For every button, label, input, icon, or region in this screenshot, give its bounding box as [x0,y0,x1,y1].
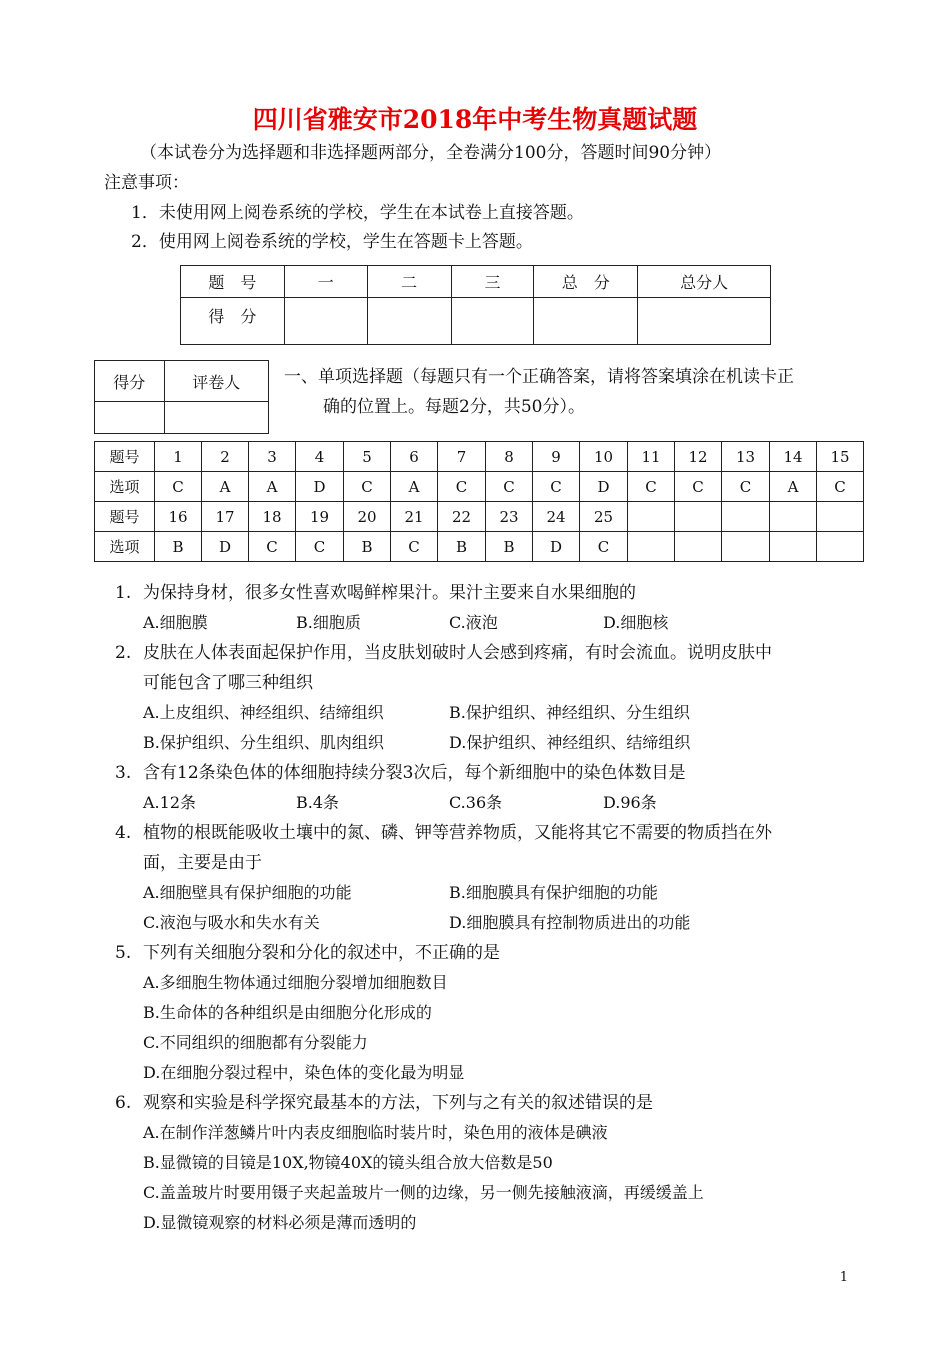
question-text: 下列有关细胞分裂和分化的叙述中，不正确的是 [143,943,500,963]
answer-question-number: 4 [296,442,344,472]
answer-question-number: 22 [438,502,486,532]
answer-question-number: 13 [722,442,770,472]
page-number: 1 [839,1270,848,1285]
section-heading: 一、单项选择题（每题只有一个正确答案，请将答案填涂在机读卡正 [284,367,794,387]
section-heading-cont: 确的位置上。每题2分，共50分）。 [323,397,585,417]
question-text: 含有12条染色体的体细胞持续分裂3次后，每个新细胞中的染色体数目是 [143,763,686,783]
score-header: 三 [451,266,534,298]
question-option: D.细胞膜具有控制物质进出的功能 [449,913,691,932]
answer-empty-cell [628,532,675,562]
answer-table [94,441,864,562]
answer-question-number: 3 [249,442,296,472]
answer-empty-cell [675,532,722,562]
question-option: D.96条 [603,793,657,812]
question-option: D.保护组织、神经组织、结缔组织 [449,733,691,752]
answer-option: C [628,472,675,502]
grader-score-label: 得分 [95,361,165,402]
answer-question-number: 5 [344,442,391,472]
question-text: 为保持身材，很多女性喜欢喝鲜榨果汁。果汁主要来自水果细胞的 [143,583,636,603]
score-cell [534,298,638,345]
answer-option: C [817,472,864,502]
question-option: B.生命体的各种组织是由细胞分化形成的 [143,1003,432,1022]
answer-empty-cell [675,502,722,532]
question-option: C.液泡与吸水和失水有关 [143,913,320,932]
answer-option: C [533,472,580,502]
answer-option: C [391,532,438,562]
question-number: 4. [115,823,132,843]
score-header: 二 [367,266,451,298]
answer-question-number: 8 [486,442,533,472]
answer-option: C [580,532,628,562]
answer-row-label: 题号 [95,502,155,532]
answer-option: D [533,532,580,562]
answer-option: B [344,532,391,562]
answer-empty-cell [770,532,817,562]
question-text: 皮肤在人体表面起保护作用，当皮肤划破时人会感到疼痛，有时会流血。说明皮肤中 [143,643,772,663]
grader-score-cell [95,402,165,434]
question-text: 面，主要是由于 [143,853,262,873]
notice-item: 2．使用网上阅卷系统的学校，学生在答题卡上答题。 [131,232,533,252]
answer-question-number: 14 [770,442,817,472]
answer-option: C [486,472,533,502]
question-number: 3. [115,763,132,783]
question-number: 1. [115,583,132,603]
question-option: B.细胞膜具有保护细胞的功能 [449,883,658,902]
score-header: 总分人 [638,266,771,298]
answer-question-number: 7 [438,442,486,472]
answer-option: C [722,472,770,502]
answer-option: B [155,532,202,562]
answer-question-number: 18 [249,502,296,532]
answer-question-number: 19 [296,502,344,532]
answer-option: A [202,472,249,502]
answer-row-label: 选项 [95,472,155,502]
answer-row-label: 选项 [95,532,155,562]
question-number: 2. [115,643,132,663]
answer-empty-cell [817,502,864,532]
answer-question-number: 20 [344,502,391,532]
answer-option: D [296,472,344,502]
answer-row-label: 题号 [95,442,155,472]
question-option: B.保护组织、分生组织、肌肉组织 [143,733,384,752]
question-option: D.在细胞分裂过程中，染色体的变化最为明显 [143,1063,465,1082]
exam-subtitle: （本试卷分为选择题和非选择题两部分，全卷满分100分，答题时间90分钟） [140,143,722,163]
score-cell [451,298,534,345]
notice-item: 1．未使用网上阅卷系统的学校，学生在本试卷上直接答题。 [131,203,584,223]
answer-question-number: 24 [533,502,580,532]
answer-question-number: 11 [628,442,675,472]
question-option: A.上皮组织、神经组织、结缔组织 [143,703,384,722]
question-number: 6. [115,1093,132,1113]
answer-question-number: 17 [202,502,249,532]
answer-option: C [675,472,722,502]
score-table [180,265,771,345]
answer-question-number: 21 [391,502,438,532]
question-number: 5. [115,943,132,963]
answer-option: B [486,532,533,562]
score-row-label: 得 分 [181,298,285,345]
question-option: A.细胞壁具有保护细胞的功能 [143,883,352,902]
answer-option: A [249,472,296,502]
answer-option: C [344,472,391,502]
question-option: C.液泡 [449,613,498,632]
answer-question-number: 12 [675,442,722,472]
answer-option: C [249,532,296,562]
answer-question-number: 2 [202,442,249,472]
score-cell [284,298,367,345]
answer-option: C [296,532,344,562]
question-option: C.36条 [449,793,503,812]
answer-question-number: 23 [486,502,533,532]
answer-question-number: 15 [817,442,864,472]
notice-heading: 注意事项： [104,173,189,193]
question-option: D.细胞核 [603,613,669,632]
score-cell [638,298,771,345]
question-option: C.不同组织的细胞都有分裂能力 [143,1033,368,1052]
question-option: C.盖盖玻片时要用镊子夹起盖玻片一侧的边缘，另一侧先接触液滴，再缓缓盖上 [143,1183,704,1202]
question-option: B.显微镜的目镜是10X,物镜40X的镜头组合放大倍数是50 [143,1153,553,1172]
answer-question-number: 6 [391,442,438,472]
answer-option: A [770,472,817,502]
answer-question-number: 25 [580,502,628,532]
question-text: 可能包含了哪三种组织 [143,673,313,693]
answer-option: C [155,472,202,502]
question-text: 观察和实验是科学探究最基本的方法，下列与之有关的叙述错误的是 [143,1093,653,1113]
score-header: 一 [284,266,367,298]
question-option: A.在制作洋葱鳞片叶内表皮细胞临时装片时，染色用的液体是碘液 [143,1123,608,1142]
answer-empty-cell [628,502,675,532]
score-cell [367,298,451,345]
answer-empty-cell [817,532,864,562]
answer-empty-cell [722,502,770,532]
score-header: 题 号 [181,266,285,298]
grader-name-cell [164,402,268,434]
answer-question-number: 1 [155,442,202,472]
answer-option: B [438,532,486,562]
answer-question-number: 10 [580,442,628,472]
answer-option: D [580,472,628,502]
question-option: A.12条 [143,793,197,812]
answer-empty-cell [722,532,770,562]
question-option: B.保护组织、神经组织、分生组织 [449,703,690,722]
answer-option: C [438,472,486,502]
answer-question-number: 16 [155,502,202,532]
question-option: B.4条 [296,793,340,812]
question-option: B.细胞质 [296,613,361,632]
grader-name-label: 评卷人 [164,361,268,402]
answer-option: D [202,532,249,562]
answer-option: A [391,472,438,502]
answer-empty-cell [770,502,817,532]
question-option: A.多细胞生物体通过细胞分裂增加细胞数目 [143,973,448,992]
answer-question-number: 9 [533,442,580,472]
page-title: 四川省雅安市2018年中考生物真题试题 [252,105,698,134]
grader-box [94,360,269,434]
score-header: 总 分 [534,266,638,298]
question-text: 植物的根既能吸收土壤中的氮、磷、钾等营养物质，又能将其它不需要的物质挡在外 [143,823,772,843]
question-option: D.显微镜观察的材料必须是薄而透明的 [143,1213,417,1232]
question-option: A.细胞膜 [143,613,208,632]
